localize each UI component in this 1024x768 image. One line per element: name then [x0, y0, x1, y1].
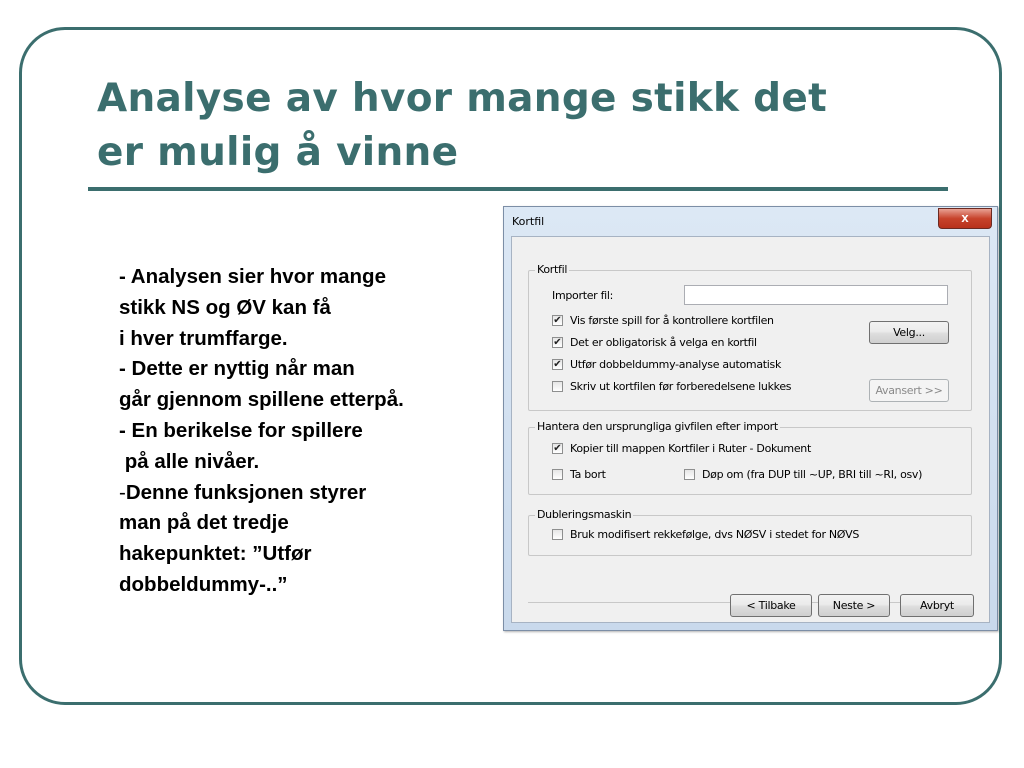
body-line: i hver trumffarge.	[119, 326, 288, 350]
back-button[interactable]: < Tilbake	[730, 594, 812, 617]
group-hantera	[528, 420, 972, 495]
dialog-titlebar[interactable]	[504, 207, 997, 235]
close-icon: x	[961, 210, 969, 225]
import-file-input[interactable]	[684, 285, 948, 305]
avansert-button[interactable]: Avansert >>	[869, 379, 949, 402]
group-hantera-legend: Hantera den ursprungliga givfilen efter import	[537, 420, 778, 433]
slide-body-text	[119, 262, 499, 601]
mandatory-cardfile-label[interactable]: Det er obligatorisk å velga en kortfil	[570, 336, 757, 349]
print-cardfile-checkbox[interactable]	[552, 381, 563, 392]
body-line: går gjennom spillene etterpå.	[119, 388, 404, 412]
body-line: hakepunktet: ”Utfør	[119, 542, 312, 566]
body-line-text: Denne funksjonen styrer	[125, 480, 367, 504]
double-dummy-checkbox[interactable]: ✔	[553, 359, 562, 370]
dialog-title: Kortfil	[512, 215, 545, 228]
body-line: man på det tredje	[119, 511, 289, 535]
modified-order-label[interactable]: Bruk modifisert rekkefølge, dvs NØSV i stedet for NØVS	[570, 528, 860, 541]
double-dummy-label[interactable]: Utfør dobbeldummy-analyse automatisk	[570, 358, 782, 371]
show-first-deal-checkbox[interactable]: ✔	[553, 315, 562, 326]
group-kortfil-legend: Kortfil	[537, 263, 568, 276]
cancel-button[interactable]: Avbryt	[900, 594, 974, 617]
body-line: - En berikelse for spillere	[119, 418, 363, 442]
copy-to-folder-checkbox[interactable]: ✔	[553, 443, 562, 454]
modified-order-checkbox[interactable]	[552, 529, 563, 540]
next-button[interactable]: Neste >	[818, 594, 890, 617]
close-button[interactable]	[938, 208, 992, 229]
remove-checkbox[interactable]	[552, 469, 563, 480]
rename-checkbox[interactable]	[684, 469, 695, 480]
velg-button[interactable]: Velg...	[869, 321, 949, 344]
slide-title-line-1: Analyse av hvor mange stikk det	[97, 76, 828, 121]
show-first-deal-label[interactable]: Vis første spill for å kontrollere kortfilen	[570, 314, 774, 327]
body-dash: -	[119, 480, 126, 504]
slide-title	[97, 72, 957, 180]
body-line	[119, 478, 499, 509]
body-line: stikk NS og ØV kan få	[119, 295, 331, 319]
body-line: på alle nivåer.	[119, 449, 260, 473]
kortfil-dialog	[503, 206, 998, 631]
body-line: - Analysen sier hvor mange	[119, 265, 386, 288]
body-line: dobbeldummy-..”	[119, 572, 288, 596]
remove-label[interactable]: Ta bort	[570, 468, 606, 481]
body-line: - Dette er nyttig når man	[119, 357, 355, 381]
copy-to-folder-label[interactable]: Kopier till mappen Kortfiler i Ruter - Dokument	[570, 442, 811, 455]
group-dublering-legend: Dubleringsmaskin	[537, 508, 632, 521]
print-cardfile-label[interactable]: Skriv ut kortfilen før forberedelsene lukkes	[570, 380, 792, 393]
import-file-label: Importer fil:	[552, 289, 614, 302]
title-underline	[88, 187, 948, 191]
slide-title-line-2: er mulig å vinne	[97, 130, 459, 175]
rename-label[interactable]: Døp om (fra DUP till ~UP, BRI till ~RI, osv)	[702, 468, 923, 481]
dialog-client-area	[511, 236, 990, 623]
mandatory-cardfile-checkbox[interactable]: ✔	[553, 337, 562, 348]
